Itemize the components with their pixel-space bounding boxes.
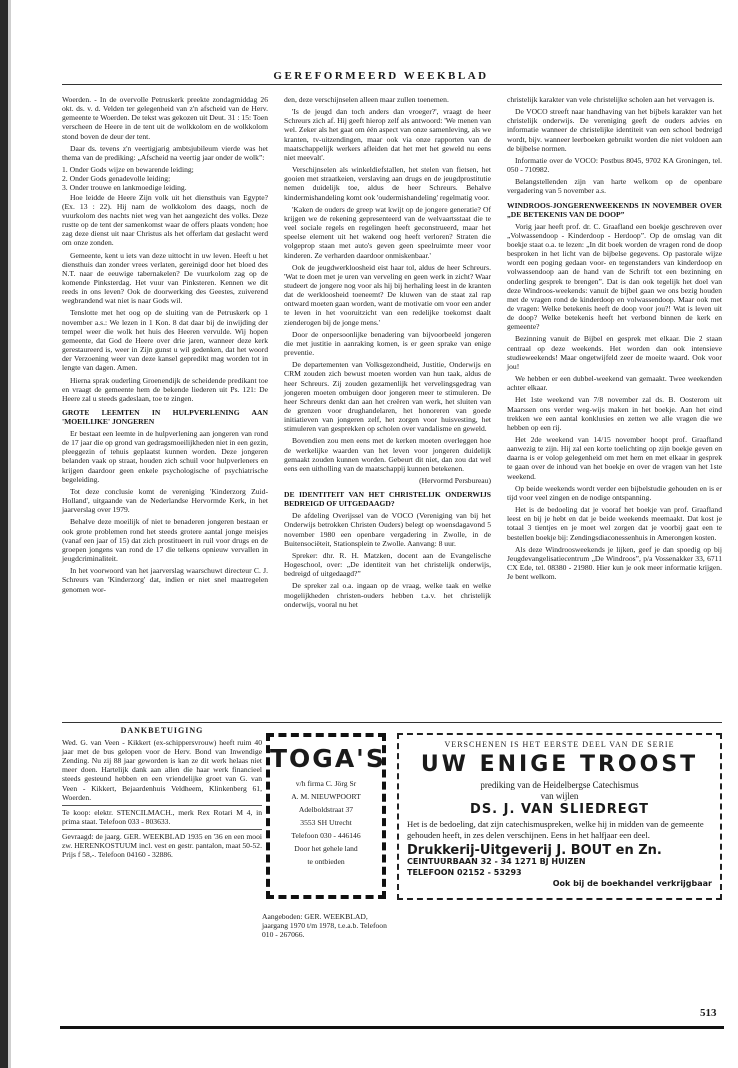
article-paragraph: De spreker zal o.a. ingaan op de vraag, welke taak en welke mogelijkheden christen-ouders hebben t.a.v. het christelijk onderwijs, vooral nu het xyxy=(284,581,491,609)
article-paragraph: Op beide weekends wordt verder een bijbelstudie gehouden en is er tijd voor veel zingen en de nodige ontspanning. xyxy=(507,483,722,502)
toga-line: Telefoon 030 - 446146 xyxy=(291,831,361,840)
article-paragraph: Woerden. - In de overvolle Petruskerk preekte zondagmiddag 26 okt. ds. v. d. Velden ter gelegenheid van z'n afscheid van de Herv. gemeente te Woerden. De tekst was gekozen uit Deut. 31 : 15: Toen verscheen de Heere in de tent uit de wolkkolom en de wolkkolom stond boven de deur der tent. xyxy=(62,95,268,141)
sermon-list xyxy=(62,165,268,192)
list-item: 1. Onder Gods wijze en bewarende leiding; xyxy=(62,165,194,175)
article-paragraph: Er bestaat een leemte in de hulpverlening aan jongeren van rond de 17 jaar die op grond van gedragsmoeilijkheden niet in een gezin, pleeggezin of tehuis geplaatst kunnen worden. Deze jongeren belanden vaak op straat, houden zich schuil voor hulpverleners en krijgen daardoor geen enkele psychologische of psychiatrische begeleiding. xyxy=(62,429,268,484)
column-1 xyxy=(62,95,268,597)
binding-shadow xyxy=(8,0,11,1068)
article-paragraph: Tenslotte met het oog op de sluiting van de Petruskerk op 1 november a.s.: We lezen in 1 Kon. 8 dat daar bij de inwijding der tempel weer die wolk het huis des Heeren vervulde. Wij hopen gemeente, dat God de Heere over drie jaren, wanneer deze kerk gerestaureerd is, weer in Zijn gunst u wil gedenken, dat het woord der Verzoening weer van deze kansel gepredikt mag worden tot in lengte van dagen. Amen. xyxy=(62,308,268,373)
article-paragraph: Door de onpersoonlijke benadering van bijvoorbeeld jongeren die met justitie in aanraking komen, is er geen sprake van enige preventie. xyxy=(284,329,491,358)
publisher-name: Drukkerij-Uitgeverij J. BOUT en Zn. xyxy=(407,843,662,858)
article-paragraph: De departementen van Volksgezondheid, Justitie, Onderwijs en CRM zouden zich bewust moeten worden van hun taak, aldus de heer Schreurs. Zij zouden gezamenlijk het vervelingsgedrag van jongeren moeten ombuigen door jongeren meer te stimuleren. De heer Schreurs denkt dan aan het creëren van werk, het sluiten van de grenzen voor drughandelaren, het honoreren van goede initiatieven van jongeren zelf, het zorgen voor huisvesting, het stimuleren van gesprekken op scholen over vandalisme en geweld. xyxy=(284,360,491,434)
article-paragraph: Vorig jaar heeft prof. dr. C. Graafland een boekje geschreven over „Volwassendoop - Kinderdoop - Herdoop”. Op de omslag van dit boekje staat o.a. te lezen: „In dit boek worden de vragen rond de doop besproken in het licht van de bijbelse gegevens. Op pastorale wijze wordt een poging gedaan voor- en tegenstanders van kinderdoop en volwassendoop aan de hand van de Schrift tot een bezinning en onderling gesprek te brengen”. Dat is dan ook tegelijk het doel van deze Windroos-weekends: vanuit de bijbel gaan we ons bezig houden met de vragen rond de kinderdoop en volwassendoop. Maar ook met de vragen: Welke betekenis heeft de doop voor jou?! Wat is leven uit de doop? Welke betekenis heeft het verbond binnen de kerk en gemeente? xyxy=(507,221,722,332)
book-description: Het is de bedoeling, dat zijn catechismuspreken, welke hij in midden van de gemeente gehouden heeft, in zes delen verschijnen. Eens in het halfjaar een deel. xyxy=(407,819,704,840)
article-paragraph: christelijk karakter van vele christelijke scholen aan het vervagen is. xyxy=(507,95,715,104)
binding-edge xyxy=(0,0,8,1068)
bottom-rule xyxy=(60,1026,724,1029)
article-paragraph: We hebben er een dubbel-weekend van gemaakt. Twee weekenden achter elkaar. xyxy=(507,374,722,393)
toga-line: Adelboldstraat 37 xyxy=(298,805,354,814)
toga-line: te ontbieden xyxy=(307,857,345,866)
article-paragraph: Behalve deze moeilijk of niet te benaderen jongeren bestaan er ook grote problemen rond het steeds grotere aantal jonge meisjes (vanaf een jaar of 15) dat zich prostitueert in ruil voor drugs en de groepen jongens van rond de 17 die telkens opnieuw vervallen in jeugdcriminaliteit. xyxy=(62,517,268,564)
list-item: 3. Onder trouwe en lankmoedige leiding. xyxy=(62,183,187,193)
toga-line: v/h firma C. Jörg Sr xyxy=(295,779,357,788)
list-item: 2. Onder Gods genadevolle leiding; xyxy=(62,174,171,184)
article-paragraph: Het 2de weekend van 14/15 november hoopt prof. Graafland aanwezig te zijn. Hij zal een korte toelichting op zijn boekje geven en daarna is er volop gelegenheid om met hem en met elkaar in gesprek te gaan over de inhoud van het boekje en over de vragen van het 1ste weekend. xyxy=(507,435,722,481)
article-paragraph: Daar ds. tevens z'n veertigjarig ambtsjubileum vierde was het thema van de prediking: „Afscheid na veertig jaar onder de wolk”: xyxy=(62,143,268,162)
article-paragraph: Hoe leidde de Heere Zijn volk uit het diensthuis van Egypte? (Ex. 13 : 22). Hij nam de wolkkolom des daags, noch de vuurkolom des nachts niet weg van het aangezicht des volks. Deze rustte op de tent der samenkomst waar de offers plaats vonden; hoe zag deze dienst uit naar Christus als het offerlam dat geslacht werd om onze zonden. xyxy=(62,192,268,248)
publisher-phone: TELEFOON 02152 - 53293 xyxy=(407,868,522,877)
article-paragraph: Verschijnselen als winkeldiefstallen, het stelen van fietsen, het gooien met straatkeien, verslaving aan drugs en de jeugdprostitutie nemen duidelijk toe, aldus de heer Schreurs. Behalve kindermishandeling komt ook 'oudermishandeling' regelmatig voor. xyxy=(284,165,491,202)
book-author: DS. J. VAN SLIEDREGT xyxy=(470,802,649,817)
toga-advert xyxy=(266,733,386,899)
article-source: (Hervormd Persbureau) xyxy=(419,476,491,486)
article-paragraph: Informatie over de VOCO: Postbus 8045, 9702 KA Groningen, tel. 050 - 710982. xyxy=(507,155,722,175)
article-paragraph: Belangstellenden zijn van harte welkom op de openbare vergadering van 5 november a.s. xyxy=(507,177,722,196)
article-paragraph: Spreker: dhr. R. H. Matzken, docent aan de Evangelische Hogeschool, over: „De identiteit van het christelijk onderwijs, bedreigd of uitgedaagd?” xyxy=(284,550,491,579)
publisher-address: CEINTUURBAAN 32 - 34 1271 BJ HUIZEN xyxy=(407,857,586,866)
article-heading: WINDROOS-JONGERENWEEKENDS IN NOVEMBER OVER „DE BETEKENIS VAN DE DOOP” xyxy=(507,200,722,219)
classified-ad: Gevraagd: de jaarg. GER. WEEKBLAD 1935 en '36 en een mooi zw. HERENKOSTUUM incl. vest en gestr. pantalon, maat 50-52. Prijs f 58,-. Telefoon 04160 - 32886. xyxy=(62,829,262,859)
article-paragraph: In het voorwoord van het jaarverslag waarschuwt directeur C. J. Schreurs van 'Kinderzorg' dat, indien er niet snel maatregelen genomen wor- xyxy=(62,566,268,594)
bookstore-note: Ook bij de boekhandel verkrijgbaar xyxy=(552,879,712,888)
book-advert-intro: VERSCHENEN IS HET EERSTE DEEL VAN DE SERIE xyxy=(444,740,675,749)
toga-line: Door het gehele land xyxy=(294,844,358,853)
article-paragraph: Ook de jeugdwerkloosheid eist haar tol, aldus de heer Schreurs. 'Wat te doen met je uren van verveling en geen werk in zicht? Waar studeert de jongere nog voor als hij bij herhaling leest in de kranten dat de werkloosheid toeneemt? De kluwen van de staat zal rap ontward moeten gaan worden, want de motivatie om voor een ander te leven in het vooruitzicht van een redelijke toekomst daalt zienderogen bij de jonge mens.' xyxy=(284,262,491,327)
page-number: 513 xyxy=(700,1007,717,1019)
article-paragraph: 'Is de jeugd dan toch anders dan vroeger?', vraagt de heer Schreurs zich af. Hij geeft hierop zelf als antwoord: 'We menen van wel. Zeker als het gaat om één aspect van onze samenleving, als we kranten, tv-uitzendingen, maar ook via onze rapporten van de maatschappelijk werkers afleiden dat het met het geweld nu eens niet meevalt'. xyxy=(284,107,491,162)
article-paragraph: 'Kaken de ouders de greep wat kwijt op de jongere generatie? Of krijgen we de rekening gepresenteerd van de welvaartsstaat die te veel sociale regels en regelingen heeft geconstrueerd, maar het speelse element uit het wakend oog heeft verloren? Straten die volgeprop staan met auto's geven geen speelruimte meer voor kinderen. Ze verharden daardoor onmiskenbaar.' xyxy=(284,204,491,260)
thanks-title: DANKBETUIGING xyxy=(120,726,204,735)
toga-title: TOGA'S xyxy=(270,744,386,773)
article-paragraph: De VOCO streeft naar handhaving van het bijbels karakter van het christelijk onderwijs. De vereniging geeft de ouders advies en informatie wanneer de christelijke identiteit van een school bedreigd wordt, bijv. wanneer leerboeken gebruikt worden die niet voldoen aan de bijbelse normen. xyxy=(507,107,722,153)
article-paragraph: Gemeente, kent u iets van deze uittocht in uw leven. Heeft u het diensthuis dan zonder vrees verlaten, gereinigd door het bloed des N.T. naar de eeuwige tabernakelen? De vuurkolom zag op de komende Pinksterdag. Het vuur van Pinksteren. Kennen we dit reeds in ons leven? Ook de doorwerking des Geestes, zuiverend wegbrandend wat niet is naar Gods wil. xyxy=(62,250,268,306)
toga-line: 3553 SH Utrecht xyxy=(300,818,352,827)
article-paragraph: Bovendien zou men eens met de kerken moeten overleggen hoe de werkelijke waarden van het leven voor jongeren duidelijk gemaakt zouden kunnen worden. Gebeurt dit niet, dan zou dat wel eens een uitholling van de maatschappij kunnen betekenen. xyxy=(284,436,491,473)
header-rule xyxy=(62,84,722,85)
column-3 xyxy=(507,95,722,584)
classified-ad: Aangeboden: GER. WEEKBLAD, jaargang 1970 t/m 1978, t.e.a.b. Telefoon 010 - 267066. xyxy=(262,912,387,940)
thanks-notice xyxy=(62,724,262,861)
article-heading: DE IDENTITEIT VAN HET CHRISTELIJK ONDERWIJS BEDREIGD OF UITGEDAAGD? xyxy=(284,490,491,509)
article-paragraph: Bezinning vanuit de Bijbel en gesprek met elkaar. Die 2 staan centraal op deze weekends. Het worden dan ook intensieve studieweekends! Maar ongetwijfeld zeer de moeite waard. Ook voor jou! xyxy=(507,334,722,371)
article-paragraph: Het 1ste weekend van 7/8 november zal ds. B. Oosterom uit Maarssen ons verder weg-wijs maken in het boekje. Aan het eind trekken we een aantal konklusies en zetten we alle vragen die we hebben op een rij. xyxy=(507,395,722,432)
thanks-body: Wed. G. van Veen - Kikkert (ex-schippersvrouw) heeft ruim 40 jaar met de bus gelopen voor de Herv. Bond van Inwendige Zending. Nu zij 88 jaar geworden is kan ze dit werk helaas niet meer doen. Hartelijk dank aan allen die haar werk financieel steeds gesteund hebben en een vriendelijke groet van G. van Veen - Kikkert, Bejaardenhuis Veldheem, Klinkenberg 61, Woerden. xyxy=(62,738,262,802)
book-subtitle: prediking van de Heidelbergse Catechismus xyxy=(480,780,639,790)
page-header: GEREFORMEERD WEEKBLAD xyxy=(273,70,489,82)
book-title: UW ENIGE TROOST xyxy=(420,752,699,777)
article-paragraph: Als deze Windroosweekends je lijken, geef je dan spoedig op bij Jeugdevangelisatiecentrum „De Windroos”, p/a Vossenakker 33, 6711 CX Ede, tel. 08380 - 21980. Hier kun je ook meer informatie krijgen. Je bent welkom. xyxy=(507,544,722,582)
toga-line: A. M. NIEUWPOORT xyxy=(291,792,361,801)
article-paragraph: Het is de bedoeling dat je vooraf het boekje van prof. Graafland leest en bij je hebt en dat je beide weekends meemaakt. Dat kost je totaal 3 tientjes en je moet wel zorgen dat je voorbij gaat een te bestellen boekje bij: Zendingsdiaconessenhuis in Amerongen kosten. xyxy=(507,505,722,542)
ads-divider xyxy=(62,722,722,723)
article-paragraph: De afdeling Overijssel van de VOCO (Vereniging van bij het Onderwijs betrokken Christen Ouders) belegt op woensdagavond 5 november 1980 een openbare vergadering in Zwolle, in de Buitensociëteit, Stationsplein te Zwolle. Aanvang: 8 uur. xyxy=(284,511,491,548)
article-paragraph: den, deze verschijnselen alleen maar zullen toenemen. xyxy=(284,95,449,104)
classified-ad: Te koop: elektr. STENCILMACH., merk Rex Rotari M 4, in prima staat. Telefoon 033 - 803633. xyxy=(62,805,262,826)
article-heading: GROTE LEEMTEN IN HULPVERLENING AAN 'MOEILIJKE' JONGEREN xyxy=(62,408,268,426)
article-paragraph: Hierna sprak ouderling Groenendijk de scheidende predikant toe en vraagt de gemeente hem de bekende liederen uit Ps. 121: De Heere zal u steeds gadeslaan, toe te zingen. xyxy=(62,375,268,403)
book-advert xyxy=(397,733,722,900)
book-subtitle-2: van wijlen xyxy=(540,791,579,801)
article-paragraph: Tot deze conclusie komt de vereniging 'Kinderzorg Zuid-Holland', uitgaande van de Nederlandse Hervormde Kerk, in het jaarverslag over 1979. xyxy=(62,486,268,515)
column-2 xyxy=(284,95,491,612)
